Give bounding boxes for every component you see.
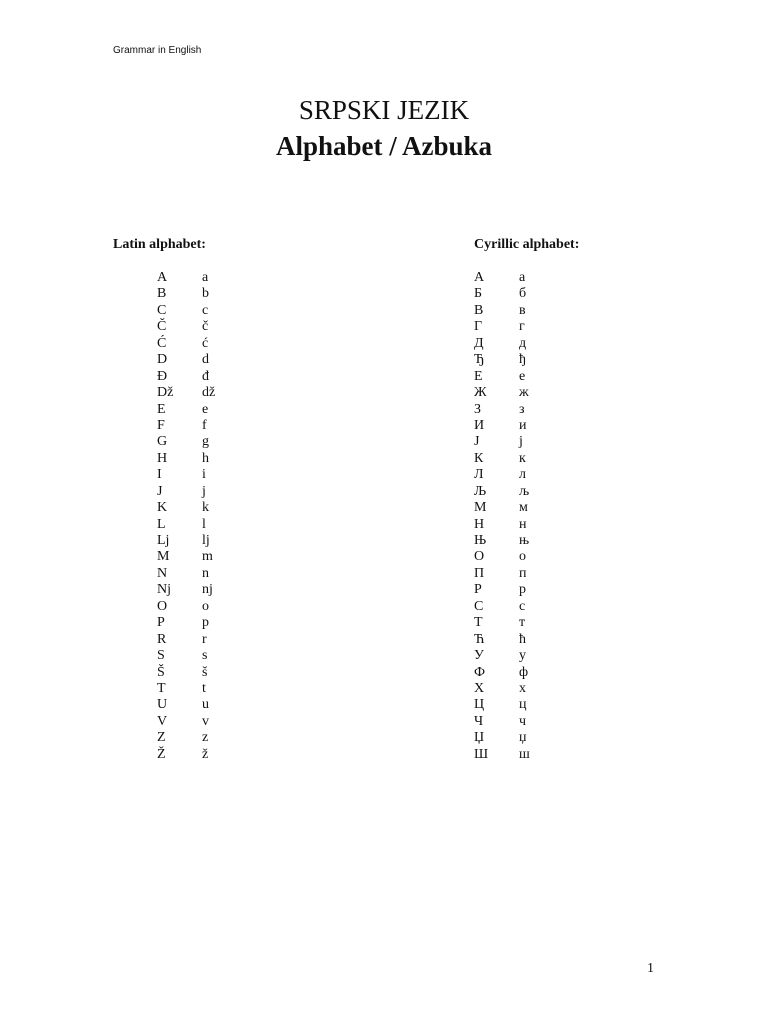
cyrillic-letter-row bbox=[474, 730, 594, 746]
cyrillic-letter-row bbox=[474, 632, 594, 648]
latin-letter-row bbox=[157, 484, 277, 500]
page-subtitle: Alphabet / Azbuka bbox=[275, 131, 493, 161]
cyrillic-uppercase-letter: П bbox=[474, 565, 485, 581]
latin-lowercase-letter: i bbox=[202, 467, 206, 483]
latin-uppercase-letter: T bbox=[157, 680, 166, 696]
cyrillic-uppercase-letter: Х bbox=[474, 680, 485, 696]
cyrillic-uppercase-letter: Њ bbox=[474, 533, 487, 548]
cyrillic-letter-row bbox=[474, 681, 594, 697]
latin-uppercase-letter: Nj bbox=[157, 582, 171, 598]
cyrillic-lowercase-letter: ћ bbox=[519, 631, 526, 647]
latin-uppercase-letter: Lj bbox=[157, 533, 170, 548]
cyrillic-uppercase-letter: У bbox=[474, 648, 484, 664]
cyrillic-uppercase-letter: А bbox=[474, 270, 485, 285]
latin-lowercase-letter: g bbox=[202, 434, 209, 450]
cyrillic-letter-row bbox=[474, 533, 594, 549]
latin-lowercase-letter: d bbox=[202, 352, 209, 368]
latin-letter-row bbox=[157, 648, 277, 664]
cyrillic-lowercase-letter: г bbox=[519, 319, 525, 335]
latin-uppercase-letter: C bbox=[157, 302, 167, 318]
page-title: SRPSKI JEZIK bbox=[298, 95, 470, 125]
latin-uppercase-letter: L bbox=[157, 516, 166, 532]
latin-letter-row bbox=[157, 500, 277, 516]
latin-letter-row bbox=[157, 697, 277, 713]
cyrillic-letter-row bbox=[474, 451, 594, 467]
latin-letter-row bbox=[157, 286, 277, 302]
cyrillic-lowercase-letter: у bbox=[519, 648, 526, 664]
cyrillic-lowercase-letter: и bbox=[519, 417, 527, 433]
latin-uppercase-letter: A bbox=[157, 270, 168, 285]
cyrillic-letter-row bbox=[474, 484, 594, 500]
cyrillic-uppercase-letter: Р bbox=[474, 582, 482, 598]
cyrillic-uppercase-letter: Ђ bbox=[474, 352, 485, 368]
latin-letter-row bbox=[157, 566, 277, 582]
cyrillic-uppercase-letter: О bbox=[474, 549, 485, 565]
latin-uppercase-letter: J bbox=[157, 483, 163, 499]
cyrillic-letter-row bbox=[474, 286, 594, 302]
latin-lowercase-letter: r bbox=[202, 631, 207, 647]
latin-letter-row bbox=[157, 549, 277, 565]
latin-lowercase-letter: đ bbox=[202, 368, 209, 384]
cyrillic-uppercase-letter: Џ bbox=[474, 730, 485, 746]
cyrillic-uppercase-letter: Ј bbox=[474, 434, 480, 450]
latin-lowercase-letter: dž bbox=[202, 385, 216, 401]
latin-lowercase-letter: b bbox=[202, 286, 209, 302]
latin-uppercase-letter: O bbox=[157, 598, 168, 614]
latin-lowercase-letter: s bbox=[202, 648, 208, 664]
cyrillic-lowercase-letter: п bbox=[519, 565, 527, 581]
cyrillic-lowercase-letter: с bbox=[519, 598, 526, 614]
latin-letter-row bbox=[157, 451, 277, 467]
cyrillic-uppercase-letter: Ш bbox=[474, 746, 489, 762]
cyrillic-uppercase-letter: Б bbox=[474, 286, 483, 302]
cyrillic-letter-row bbox=[474, 747, 594, 763]
latin-lowercase-letter: o bbox=[202, 598, 209, 614]
latin-lowercase-letter: nj bbox=[202, 582, 213, 598]
cyrillic-uppercase-letter: Ф bbox=[474, 664, 486, 680]
latin-uppercase-letter: Ž bbox=[157, 746, 166, 762]
cyrillic-uppercase-letter: Ћ bbox=[474, 631, 485, 647]
latin-lowercase-letter: e bbox=[202, 401, 209, 417]
cyrillic-lowercase-letter: х bbox=[519, 680, 526, 696]
cyrillic-uppercase-letter: М bbox=[474, 500, 487, 516]
cyrillic-letter-row bbox=[474, 566, 594, 582]
cyrillic-uppercase-letter: Ц bbox=[474, 697, 485, 713]
latin-uppercase-letter: K bbox=[157, 500, 168, 516]
latin-letter-row bbox=[157, 352, 277, 368]
latin-lowercase-letter: u bbox=[202, 697, 209, 713]
cyrillic-uppercase-letter: Л bbox=[474, 467, 484, 483]
cyrillic-uppercase-letter: В bbox=[474, 302, 484, 318]
latin-lowercase-letter: p bbox=[202, 615, 209, 631]
latin-alphabet-heading: Latin alphabet: bbox=[113, 237, 206, 252]
latin-letter-row bbox=[157, 303, 277, 319]
cyrillic-letter-row bbox=[474, 336, 594, 352]
latin-uppercase-letter: Đ bbox=[157, 368, 168, 384]
cyrillic-letter-row bbox=[474, 665, 594, 681]
cyrillic-alphabet-heading: Cyrillic alphabet: bbox=[474, 237, 580, 252]
latin-uppercase-letter: D bbox=[157, 352, 168, 368]
latin-letter-row bbox=[157, 270, 277, 286]
cyrillic-lowercase-letter: т bbox=[519, 615, 526, 631]
latin-uppercase-letter: F bbox=[157, 417, 165, 433]
latin-lowercase-letter: a bbox=[202, 270, 209, 285]
cyrillic-lowercase-letter: б bbox=[519, 286, 527, 302]
latin-uppercase-letter: Z bbox=[157, 730, 166, 746]
cyrillic-lowercase-letter: е bbox=[519, 368, 526, 384]
latin-uppercase-letter: I bbox=[157, 467, 162, 483]
cyrillic-lowercase-letter: ц bbox=[519, 697, 527, 713]
cyrillic-letter-row bbox=[474, 500, 594, 516]
header-note: Grammar in English bbox=[113, 45, 202, 56]
cyrillic-letter-list bbox=[474, 270, 594, 763]
latin-letter-row bbox=[157, 599, 277, 615]
cyrillic-lowercase-letter: в bbox=[519, 302, 526, 318]
cyrillic-letter-row bbox=[474, 615, 594, 631]
latin-letter-row bbox=[157, 533, 277, 549]
cyrillic-lowercase-letter: д bbox=[519, 335, 527, 351]
cyrillic-uppercase-letter: Г bbox=[474, 319, 483, 335]
latin-letter-row bbox=[157, 730, 277, 746]
latin-uppercase-letter: Dž bbox=[157, 385, 174, 401]
cyrillic-uppercase-letter: Ж bbox=[474, 385, 487, 401]
latin-letter-row bbox=[157, 615, 277, 631]
latin-lowercase-letter: v bbox=[202, 713, 209, 729]
cyrillic-lowercase-letter: р bbox=[519, 582, 526, 598]
cyrillic-uppercase-letter: С bbox=[474, 598, 484, 614]
cyrillic-letter-row bbox=[474, 714, 594, 730]
cyrillic-lowercase-letter: ч bbox=[519, 713, 527, 729]
latin-letter-row bbox=[157, 681, 277, 697]
latin-lowercase-letter: č bbox=[202, 319, 209, 335]
latin-letter-row bbox=[157, 517, 277, 533]
page-number: 1 bbox=[647, 961, 654, 976]
cyrillic-letter-row bbox=[474, 582, 594, 598]
cyrillic-letter-row bbox=[474, 418, 594, 434]
latin-uppercase-letter: V bbox=[157, 713, 168, 729]
cyrillic-letter-row bbox=[474, 369, 594, 385]
cyrillic-lowercase-letter: з bbox=[519, 401, 525, 417]
latin-letter-row bbox=[157, 747, 277, 763]
cyrillic-uppercase-letter: К bbox=[474, 450, 484, 466]
latin-letter-row bbox=[157, 714, 277, 730]
cyrillic-letter-row bbox=[474, 599, 594, 615]
latin-letter-row bbox=[157, 369, 277, 385]
latin-uppercase-letter: Š bbox=[157, 664, 165, 680]
latin-uppercase-letter: R bbox=[157, 631, 167, 647]
cyrillic-letter-row bbox=[474, 697, 594, 713]
cyrillic-uppercase-letter: Д bbox=[474, 335, 484, 351]
latin-lowercase-letter: lj bbox=[202, 533, 210, 548]
cyrillic-uppercase-letter: И bbox=[474, 417, 485, 433]
latin-uppercase-letter: N bbox=[157, 565, 168, 581]
latin-letter-row bbox=[157, 418, 277, 434]
cyrillic-letter-row bbox=[474, 549, 594, 565]
latin-uppercase-letter: Ć bbox=[157, 335, 167, 351]
latin-uppercase-letter: G bbox=[157, 434, 168, 450]
cyrillic-letter-row bbox=[474, 352, 594, 368]
latin-lowercase-letter: l bbox=[202, 516, 206, 532]
cyrillic-lowercase-letter: џ bbox=[519, 730, 527, 746]
cyrillic-uppercase-letter: Ч bbox=[474, 713, 484, 729]
cyrillic-letter-row bbox=[474, 303, 594, 319]
latin-uppercase-letter: E bbox=[157, 401, 166, 417]
cyrillic-lowercase-letter: н bbox=[519, 516, 527, 532]
latin-uppercase-letter: U bbox=[157, 697, 168, 713]
cyrillic-letter-row bbox=[474, 434, 594, 450]
latin-lowercase-letter: ć bbox=[202, 335, 209, 351]
cyrillic-letter-row bbox=[474, 648, 594, 664]
latin-lowercase-letter: j bbox=[202, 483, 206, 499]
cyrillic-lowercase-letter: а bbox=[519, 270, 526, 285]
latin-letter-row bbox=[157, 665, 277, 681]
cyrillic-uppercase-letter: Н bbox=[474, 516, 485, 532]
cyrillic-lowercase-letter: ш bbox=[519, 746, 530, 762]
cyrillic-lowercase-letter: ф bbox=[519, 664, 529, 680]
latin-lowercase-letter: š bbox=[202, 664, 208, 680]
latin-letter-row bbox=[157, 385, 277, 401]
latin-letter-row bbox=[157, 467, 277, 483]
cyrillic-uppercase-letter: З bbox=[474, 401, 482, 417]
cyrillic-lowercase-letter: к bbox=[519, 450, 526, 466]
latin-letter-row bbox=[157, 582, 277, 598]
latin-lowercase-letter: z bbox=[202, 730, 209, 746]
latin-letter-row bbox=[157, 632, 277, 648]
cyrillic-letter-row bbox=[474, 467, 594, 483]
latin-lowercase-letter: c bbox=[202, 302, 209, 318]
latin-lowercase-letter: t bbox=[202, 680, 206, 696]
latin-letter-row bbox=[157, 434, 277, 450]
latin-letter-row bbox=[157, 336, 277, 352]
cyrillic-lowercase-letter: ж bbox=[519, 385, 529, 401]
latin-uppercase-letter: B bbox=[157, 286, 167, 302]
latin-lowercase-letter: f bbox=[202, 417, 207, 433]
latin-lowercase-letter: m bbox=[202, 549, 213, 565]
cyrillic-lowercase-letter: м bbox=[519, 500, 528, 516]
cyrillic-letter-row bbox=[474, 385, 594, 401]
latin-letter-row bbox=[157, 402, 277, 418]
cyrillic-lowercase-letter: њ bbox=[519, 533, 530, 548]
cyrillic-uppercase-letter: Љ bbox=[474, 483, 487, 499]
cyrillic-letter-row bbox=[474, 270, 594, 286]
latin-lowercase-letter: ž bbox=[202, 746, 209, 762]
latin-uppercase-letter: S bbox=[157, 648, 165, 664]
latin-lowercase-letter: n bbox=[202, 565, 209, 581]
cyrillic-lowercase-letter: љ bbox=[519, 483, 530, 499]
latin-uppercase-letter: M bbox=[157, 549, 170, 565]
cyrillic-uppercase-letter: Е bbox=[474, 368, 483, 384]
latin-lowercase-letter: k bbox=[202, 500, 209, 516]
cyrillic-lowercase-letter: ј bbox=[519, 434, 523, 450]
cyrillic-letter-row bbox=[474, 319, 594, 335]
cyrillic-letter-row bbox=[474, 402, 594, 418]
cyrillic-lowercase-letter: ђ bbox=[519, 352, 526, 368]
latin-letter-list bbox=[157, 270, 277, 763]
latin-uppercase-letter: P bbox=[157, 615, 165, 631]
latin-uppercase-letter: H bbox=[157, 450, 168, 466]
cyrillic-uppercase-letter: Т bbox=[474, 615, 483, 631]
latin-letter-row bbox=[157, 319, 277, 335]
cyrillic-lowercase-letter: о bbox=[519, 549, 526, 565]
cyrillic-lowercase-letter: л bbox=[519, 467, 526, 483]
latin-lowercase-letter: h bbox=[202, 450, 209, 466]
latin-uppercase-letter: Č bbox=[157, 319, 167, 335]
cyrillic-letter-row bbox=[474, 517, 594, 533]
